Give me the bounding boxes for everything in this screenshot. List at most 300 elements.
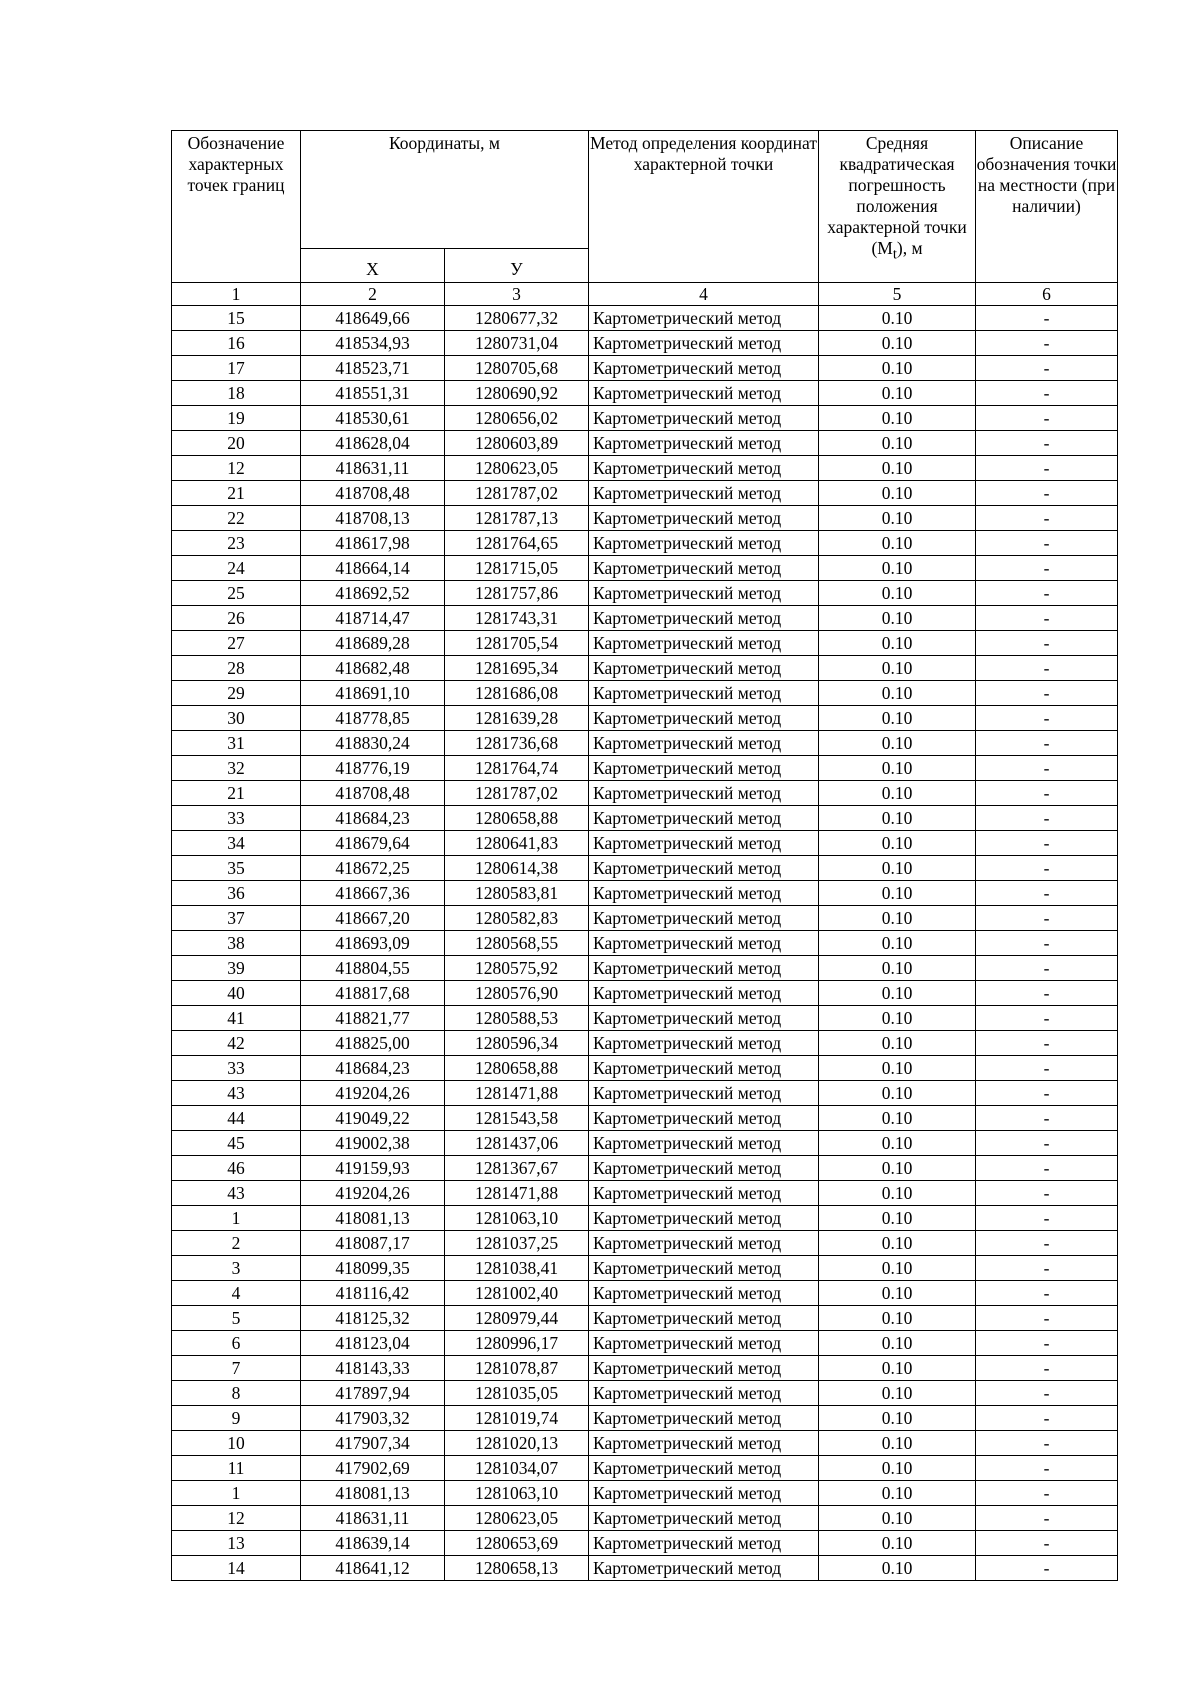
method-cell: Картометрический метод [589,1431,819,1456]
description-cell: - [976,306,1118,331]
table-row [172,931,1118,956]
table-row [172,1431,1118,1456]
description-cell: - [976,1106,1118,1131]
point-number-cell: 46 [172,1156,301,1181]
error-cell: 0.10 [819,381,976,406]
method-cell: Картометрический метод [589,931,819,956]
description-cell: - [976,1031,1118,1056]
point-number-cell: 4 [172,1281,301,1306]
table-row [172,1281,1118,1306]
x-coordinate-cell: 418804,55 [301,956,445,981]
method-cell: Картометрический метод [589,431,819,456]
y-coordinate-cell: 1281035,05 [445,1381,589,1406]
y-coordinate-cell: 1281764,65 [445,531,589,556]
point-number-cell: 45 [172,1131,301,1156]
y-coordinate-cell: 1281736,68 [445,731,589,756]
point-number-cell: 12 [172,456,301,481]
table-row [172,1156,1118,1181]
error-cell: 0.10 [819,1031,976,1056]
coordinates-table [171,130,1118,1581]
error-cell: 0.10 [819,1131,976,1156]
table-row [172,581,1118,606]
x-coordinate-cell: 418776,19 [301,756,445,781]
description-cell: - [976,1506,1118,1531]
table-row [172,1006,1118,1031]
point-number-cell: 39 [172,956,301,981]
description-cell: - [976,606,1118,631]
point-number-cell: 21 [172,481,301,506]
point-number-cell: 44 [172,1106,301,1131]
method-cell: Картометрический метод [589,1156,819,1181]
x-coordinate-cell: 418143,33 [301,1356,445,1381]
y-coordinate-cell: 1281787,02 [445,481,589,506]
description-cell: - [976,381,1118,406]
description-cell: - [976,731,1118,756]
table-row [172,406,1118,431]
table-row [172,631,1118,656]
table-row [172,781,1118,806]
column-number: 1 [172,283,301,306]
point-number-cell: 40 [172,981,301,1006]
x-coordinate-cell: 418631,11 [301,1506,445,1531]
y-coordinate-cell: 1280996,17 [445,1331,589,1356]
y-coordinate-cell: 1281471,88 [445,1081,589,1106]
description-cell: - [976,1206,1118,1231]
header-x: X [301,249,445,283]
error-cell: 0.10 [819,1356,976,1381]
error-cell: 0.10 [819,831,976,856]
y-coordinate-cell: 1280623,05 [445,456,589,481]
table-row [172,506,1118,531]
point-number-cell: 31 [172,731,301,756]
y-coordinate-cell: 1280603,89 [445,431,589,456]
x-coordinate-cell: 418708,48 [301,781,445,806]
point-number-cell: 43 [172,1081,301,1106]
point-number-cell: 28 [172,656,301,681]
point-number-cell: 10 [172,1431,301,1456]
x-coordinate-cell: 418081,13 [301,1206,445,1231]
error-cell: 0.10 [819,756,976,781]
point-number-cell: 19 [172,406,301,431]
description-cell: - [976,1406,1118,1431]
method-cell: Картометрический метод [589,1481,819,1506]
description-cell: - [976,581,1118,606]
x-coordinate-cell: 419204,26 [301,1181,445,1206]
error-cell: 0.10 [819,1306,976,1331]
y-coordinate-cell: 1281034,07 [445,1456,589,1481]
error-cell: 0.10 [819,1406,976,1431]
point-number-cell: 9 [172,1406,301,1431]
table-row [172,1356,1118,1381]
point-number-cell: 22 [172,506,301,531]
error-cell: 0.10 [819,1331,976,1356]
description-cell: - [976,981,1118,1006]
point-number-cell: 8 [172,1381,301,1406]
point-number-cell: 38 [172,931,301,956]
error-cell: 0.10 [819,1256,976,1281]
description-cell: - [976,1556,1118,1581]
error-cell: 0.10 [819,781,976,806]
description-cell: - [976,681,1118,706]
y-coordinate-cell: 1281715,05 [445,556,589,581]
x-coordinate-cell: 418691,10 [301,681,445,706]
method-cell: Картометрический метод [589,581,819,606]
point-number-cell: 27 [172,631,301,656]
description-cell: - [976,1181,1118,1206]
error-cell: 0.10 [819,1431,976,1456]
description-cell: - [976,806,1118,831]
y-coordinate-cell: 1281437,06 [445,1131,589,1156]
point-number-cell: 24 [172,556,301,581]
point-number-cell: 11 [172,1456,301,1481]
method-cell: Картометрический метод [589,631,819,656]
table-row [172,731,1118,756]
point-number-cell: 43 [172,1181,301,1206]
table-row [172,1306,1118,1331]
error-cell: 0.10 [819,1106,976,1131]
x-coordinate-cell: 418679,64 [301,831,445,856]
table-row [172,1331,1118,1356]
y-coordinate-cell: 1280614,38 [445,856,589,881]
method-cell: Картометрический метод [589,1031,819,1056]
method-cell: Картометрический метод [589,1231,819,1256]
description-cell: - [976,1131,1118,1156]
method-cell: Картометрический метод [589,1456,819,1481]
description-cell: - [976,1331,1118,1356]
x-coordinate-cell: 417907,34 [301,1431,445,1456]
description-cell: - [976,481,1118,506]
point-number-cell: 15 [172,306,301,331]
x-coordinate-cell: 418116,42 [301,1281,445,1306]
y-coordinate-cell: 1281063,10 [445,1481,589,1506]
header-mse-text: Средняя квадратическая погрешность положения характерной точки (M [827,133,967,258]
description-cell: - [976,356,1118,381]
x-coordinate-cell: 417903,32 [301,1406,445,1431]
x-coordinate-cell: 418641,12 [301,1556,445,1581]
y-coordinate-cell: 1281078,87 [445,1356,589,1381]
method-cell: Картометрический метод [589,981,819,1006]
table-row [172,656,1118,681]
method-cell: Картометрический метод [589,556,819,581]
error-cell: 0.10 [819,1506,976,1531]
point-number-cell: 2 [172,1231,301,1256]
y-coordinate-cell: 1280677,32 [445,306,589,331]
error-cell: 0.10 [819,331,976,356]
error-cell: 0.10 [819,1156,976,1181]
description-cell: - [976,1456,1118,1481]
point-number-cell: 30 [172,706,301,731]
table-row [172,981,1118,1006]
description-cell: - [976,906,1118,931]
x-coordinate-cell: 418087,17 [301,1231,445,1256]
error-cell: 0.10 [819,681,976,706]
point-number-cell: 1 [172,1481,301,1506]
x-coordinate-cell: 419049,22 [301,1106,445,1131]
table-row [172,556,1118,581]
error-cell: 0.10 [819,1206,976,1231]
method-cell: Картометрический метод [589,1131,819,1156]
method-cell: Картометрический метод [589,756,819,781]
x-coordinate-cell: 418693,09 [301,931,445,956]
x-coordinate-cell: 418714,47 [301,606,445,631]
point-number-cell: 13 [172,1531,301,1556]
y-coordinate-cell: 1281787,13 [445,506,589,531]
table-row [172,1506,1118,1531]
description-cell: - [976,406,1118,431]
method-cell: Картометрический метод [589,731,819,756]
method-cell: Картометрический метод [589,1206,819,1231]
error-cell: 0.10 [819,481,976,506]
point-number-cell: 34 [172,831,301,856]
method-cell: Картометрический метод [589,1306,819,1331]
y-coordinate-cell: 1281543,58 [445,1106,589,1131]
x-coordinate-cell: 417897,94 [301,1381,445,1406]
method-cell: Картометрический метод [589,806,819,831]
y-coordinate-cell: 1280623,05 [445,1506,589,1531]
description-cell: - [976,1256,1118,1281]
error-cell: 0.10 [819,556,976,581]
method-cell: Картометрический метод [589,781,819,806]
table-row [172,431,1118,456]
x-coordinate-cell: 418825,00 [301,1031,445,1056]
y-coordinate-cell: 1281063,10 [445,1206,589,1231]
error-cell: 0.10 [819,631,976,656]
table-row [172,1381,1118,1406]
x-coordinate-cell: 418617,98 [301,531,445,556]
method-cell: Картометрический метод [589,1406,819,1431]
description-cell: - [976,506,1118,531]
y-coordinate-cell: 1281367,67 [445,1156,589,1181]
error-cell: 0.10 [819,956,976,981]
header-point-description: Описание обозначения точки на местности (при наличии) [976,131,1118,283]
description-cell: - [976,706,1118,731]
method-cell: Картометрический метод [589,606,819,631]
point-number-cell: 17 [172,356,301,381]
x-coordinate-cell: 418125,32 [301,1306,445,1331]
table-row [172,1031,1118,1056]
x-coordinate-cell: 418708,13 [301,506,445,531]
x-coordinate-cell: 417902,69 [301,1456,445,1481]
x-coordinate-cell: 418778,85 [301,706,445,731]
y-coordinate-cell: 1281787,02 [445,781,589,806]
method-cell: Картометрический метод [589,1256,819,1281]
error-cell: 0.10 [819,1556,976,1581]
x-coordinate-cell: 419204,26 [301,1081,445,1106]
error-cell: 0.10 [819,1181,976,1206]
method-cell: Картометрический метод [589,1556,819,1581]
error-cell: 0.10 [819,1231,976,1256]
x-coordinate-cell: 418631,11 [301,456,445,481]
x-coordinate-cell: 418099,35 [301,1256,445,1281]
header-mse-subscript: t [892,246,897,263]
table-row [172,756,1118,781]
table-row [172,881,1118,906]
table-row [172,1231,1118,1256]
point-number-cell: 37 [172,906,301,931]
y-coordinate-cell: 1280641,83 [445,831,589,856]
y-coordinate-cell: 1281471,88 [445,1181,589,1206]
table-row [172,1531,1118,1556]
error-cell: 0.10 [819,456,976,481]
point-number-cell: 33 [172,806,301,831]
column-number: 3 [445,283,589,306]
description-cell: - [976,1056,1118,1081]
x-coordinate-cell: 418830,24 [301,731,445,756]
table-row [172,1556,1118,1581]
table-row [172,956,1118,981]
description-cell: - [976,956,1118,981]
x-coordinate-cell: 418523,71 [301,356,445,381]
description-cell: - [976,1231,1118,1256]
error-cell: 0.10 [819,881,976,906]
table-row [172,531,1118,556]
method-cell: Картометрический метод [589,456,819,481]
error-cell: 0.10 [819,1481,976,1506]
method-cell: Картометрический метод [589,1531,819,1556]
method-cell: Картометрический метод [589,356,819,381]
method-cell: Картометрический метод [589,656,819,681]
table-row [172,481,1118,506]
y-coordinate-cell: 1280653,69 [445,1531,589,1556]
method-cell: Картометрический метод [589,906,819,931]
description-cell: - [976,631,1118,656]
x-coordinate-cell: 418530,61 [301,406,445,431]
method-cell: Картометрический метод [589,331,819,356]
error-cell: 0.10 [819,506,976,531]
header-coordinates: Координаты, м [301,131,589,249]
method-cell: Картометрический метод [589,531,819,556]
x-coordinate-cell: 418684,23 [301,806,445,831]
method-cell: Картометрический метод [589,1281,819,1306]
description-cell: - [976,1481,1118,1506]
table-row [172,1406,1118,1431]
error-cell: 0.10 [819,356,976,381]
point-number-cell: 16 [172,331,301,356]
table-row [172,1206,1118,1231]
description-cell: - [976,456,1118,481]
description-cell: - [976,1006,1118,1031]
header-mse-unit: ), м [896,238,923,258]
y-coordinate-cell: 1281639,28 [445,706,589,731]
method-cell: Картометрический метод [589,1081,819,1106]
point-number-cell: 23 [172,531,301,556]
description-cell: - [976,656,1118,681]
method-cell: Картометрический метод [589,856,819,881]
x-coordinate-cell: 418682,48 [301,656,445,681]
method-cell: Картометрический метод [589,831,819,856]
method-cell: Картометрический метод [589,706,819,731]
method-cell: Картометрический метод [589,381,819,406]
column-number-row [172,283,1118,306]
y-coordinate-cell: 1281757,86 [445,581,589,606]
error-cell: 0.10 [819,606,976,631]
method-cell: Картометрический метод [589,1356,819,1381]
y-coordinate-cell: 1280658,13 [445,1556,589,1581]
table-row [172,831,1118,856]
x-coordinate-cell: 418534,93 [301,331,445,356]
description-cell: - [976,1156,1118,1181]
point-number-cell: 29 [172,681,301,706]
y-coordinate-cell: 1281686,08 [445,681,589,706]
method-cell: Картометрический метод [589,1106,819,1131]
table-body [172,306,1118,1581]
error-cell: 0.10 [819,306,976,331]
x-coordinate-cell: 418667,36 [301,881,445,906]
column-number: 2 [301,283,445,306]
y-coordinate-cell: 1280568,55 [445,931,589,956]
error-cell: 0.10 [819,1006,976,1031]
error-cell: 0.10 [819,1081,976,1106]
table-row [172,1181,1118,1206]
error-cell: 0.10 [819,806,976,831]
error-cell: 0.10 [819,406,976,431]
point-number-cell: 5 [172,1306,301,1331]
description-cell: - [976,1306,1118,1331]
y-coordinate-cell: 1280576,90 [445,981,589,1006]
error-cell: 0.10 [819,856,976,881]
y-coordinate-cell: 1280658,88 [445,806,589,831]
method-cell: Картометрический метод [589,881,819,906]
method-cell: Картометрический метод [589,406,819,431]
description-cell: - [976,831,1118,856]
error-cell: 0.10 [819,656,976,681]
point-number-cell: 26 [172,606,301,631]
point-number-cell: 25 [172,581,301,606]
table-row [172,1106,1118,1131]
header-y: У [445,249,589,283]
x-coordinate-cell: 419002,38 [301,1131,445,1156]
table-row [172,306,1118,331]
table-row [172,806,1118,831]
table-row [172,606,1118,631]
error-cell: 0.10 [819,1531,976,1556]
method-cell: Картометрический метод [589,1331,819,1356]
table-row [172,1081,1118,1106]
table-row [172,1056,1118,1081]
description-cell: - [976,1431,1118,1456]
method-cell: Картометрический метод [589,306,819,331]
x-coordinate-cell: 418684,23 [301,1056,445,1081]
description-cell: - [976,756,1118,781]
y-coordinate-cell: 1281695,34 [445,656,589,681]
x-coordinate-cell: 418664,14 [301,556,445,581]
column-number: 4 [589,283,819,306]
x-coordinate-cell: 419159,93 [301,1156,445,1181]
description-cell: - [976,431,1118,456]
error-cell: 0.10 [819,531,976,556]
table-row [172,706,1118,731]
y-coordinate-cell: 1280731,04 [445,331,589,356]
point-number-cell: 33 [172,1056,301,1081]
header-method: Метод определения координат характерной точки [589,131,819,283]
table-row [172,456,1118,481]
x-coordinate-cell: 418639,14 [301,1531,445,1556]
error-cell: 0.10 [819,1056,976,1081]
point-number-cell: 12 [172,1506,301,1531]
y-coordinate-cell: 1281037,25 [445,1231,589,1256]
method-cell: Картометрический метод [589,1381,819,1406]
error-cell: 0.10 [819,1381,976,1406]
y-coordinate-cell: 1280588,53 [445,1006,589,1031]
description-cell: - [976,1081,1118,1106]
description-cell: - [976,331,1118,356]
description-cell: - [976,1281,1118,1306]
point-number-cell: 14 [172,1556,301,1581]
y-coordinate-cell: 1280575,92 [445,956,589,981]
table-row [172,331,1118,356]
header-point-designation: Обозначение характерных точек границ [172,131,301,283]
point-number-cell: 42 [172,1031,301,1056]
